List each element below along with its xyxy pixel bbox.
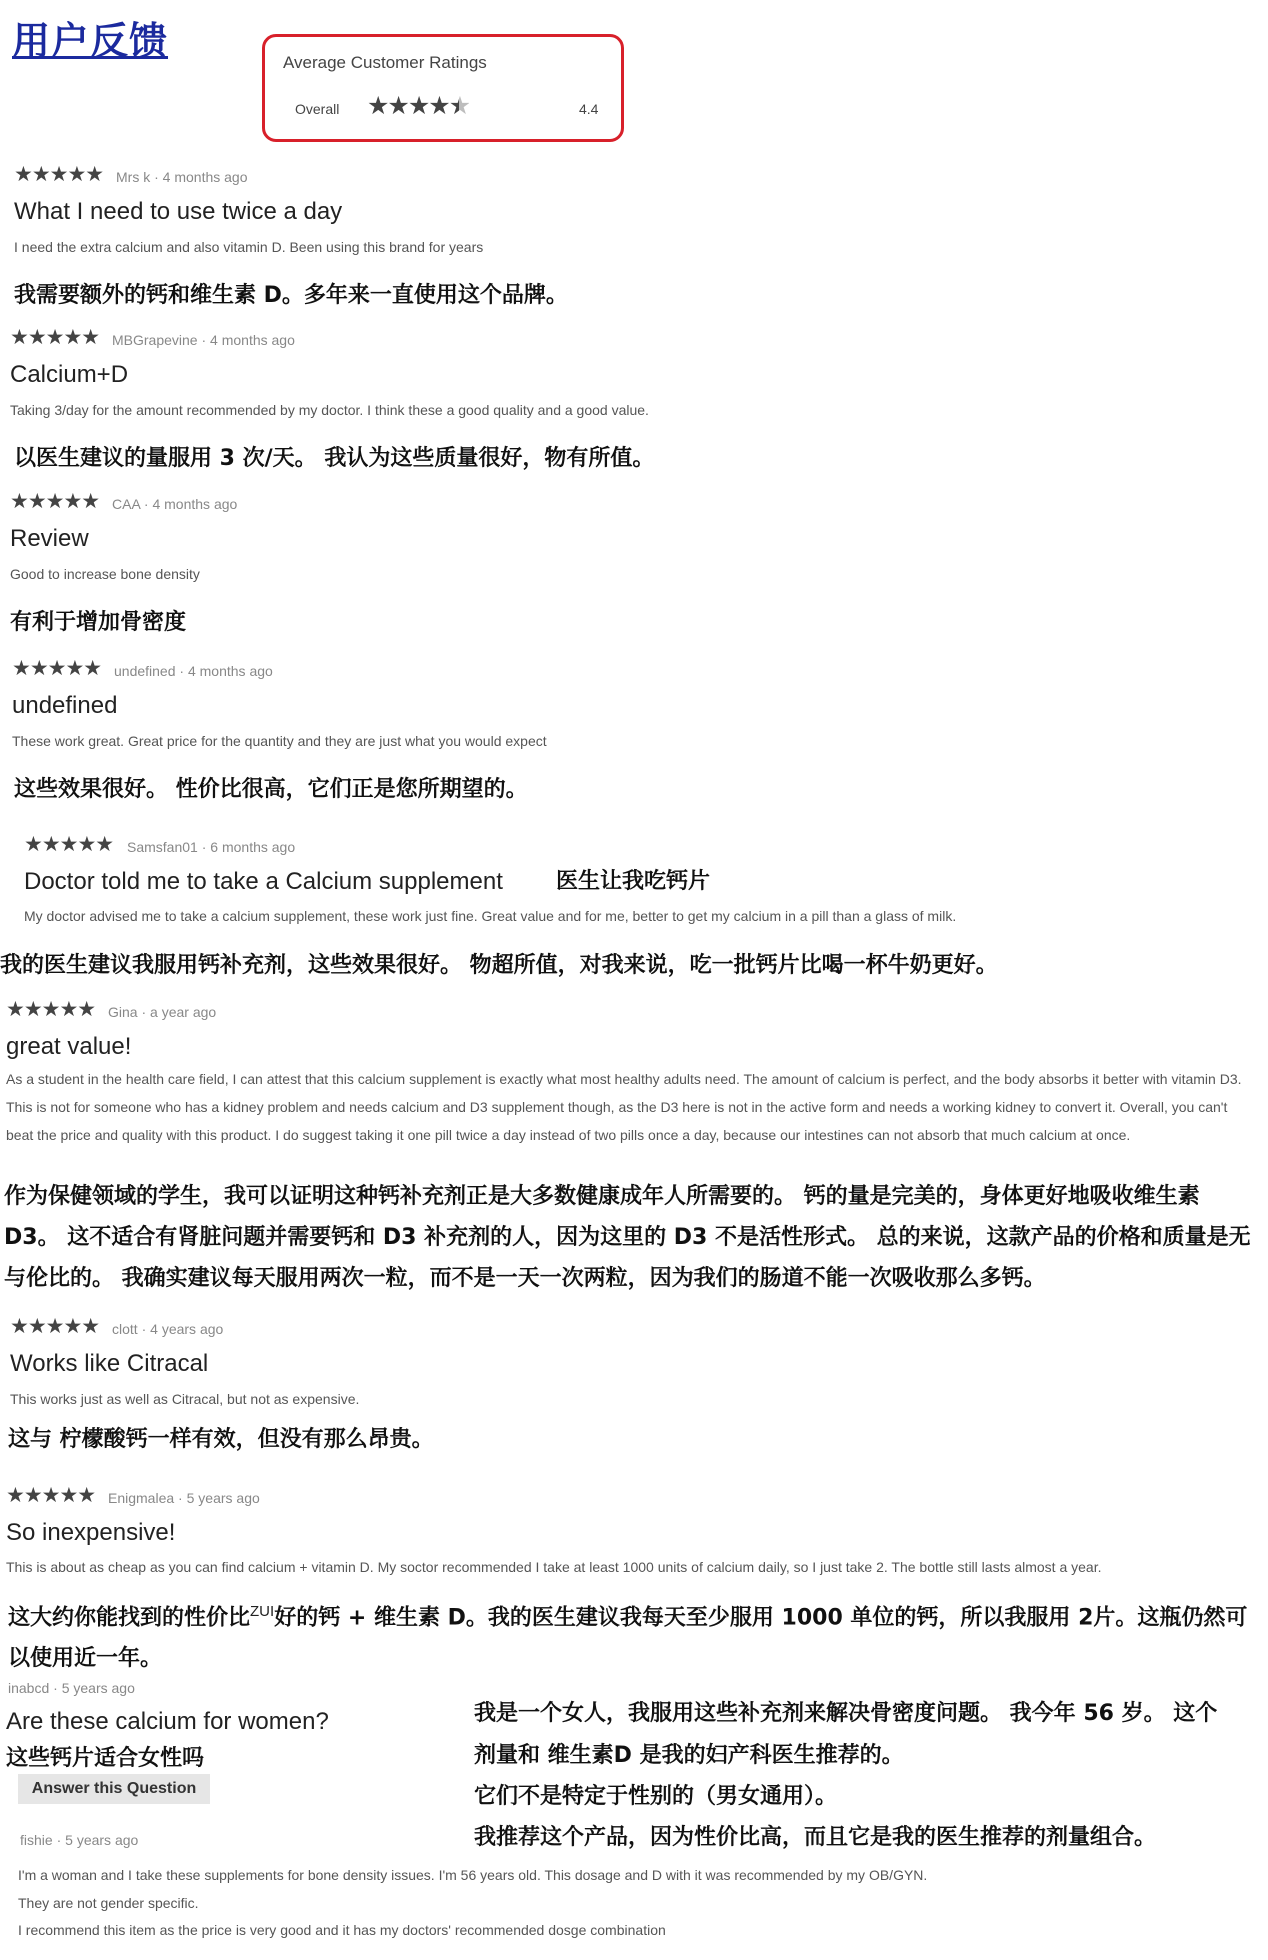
review-body: My doctor advised me to take a calcium supplement, these work just fine. Great value and for me, better to get my calcium in a pill than a glass of milk. xyxy=(24,908,957,924)
review-body: This works just as well as Citracal, but not as expensive. xyxy=(10,1391,360,1407)
review-translation: 这些效果很好。 性价比很高，它们正是您所期望的。 xyxy=(14,777,528,802)
star-icon: ★ xyxy=(387,92,408,120)
review-stars xyxy=(10,1316,99,1338)
review-title: undefined xyxy=(12,692,118,719)
review-author: Mrs k xyxy=(116,169,151,185)
review-translation: 作为保健领域的学生，我可以证明这种钙补充剂正是大多数健康成年人所需要的。 钙的量是完美的，身体更好地吸收维生素 D3。 这不适合有肾脏问题并需要钙和 D3 补充剂的人，因为这里的 D3 不是活性形式。 总的来说，这款产品的价格和质量是无与伦比的。 我确实建议每天服用两次一粒，而不是一天一次两粒，因为我们的肠道不能一次吸收那么多钙。 xyxy=(4,1184,1251,1291)
half-star-icon: ★ xyxy=(448,92,470,120)
review-body: Good to increase bone density xyxy=(10,566,200,582)
review-author: undefined xyxy=(114,663,176,679)
review-date: 4 months ago xyxy=(152,496,238,512)
answer-translation-line: 我是一个女人，我服用这些补充剂来解决骨密度问题。 我今年 56 岁。 这个 xyxy=(474,1701,1218,1726)
review-stars xyxy=(12,658,101,680)
review-author: MBGrapevine xyxy=(112,332,198,348)
question-date: 5 years ago xyxy=(61,1680,135,1696)
star-icon: ★ xyxy=(367,92,388,120)
review-date: 4 months ago xyxy=(162,169,248,185)
answer-line: They are not gender specific. xyxy=(18,1895,199,1911)
overall-label: Overall xyxy=(295,101,340,117)
review-body: Taking 3/day for the amount recommended by my doctor. I think these a good quality and a good value. xyxy=(10,402,649,418)
review-translation: 这大约你能找到的性价比$^{ZUI}$好的钙 + 维生素 D。我的医生建议我每天至少服用 1000 单位的钙，所以我服用 2片。这瓶仍然可以使用近一年。 xyxy=(8,1603,1248,1672)
answer-date: 5 years ago xyxy=(65,1832,139,1848)
star-icon: ★★★★★ xyxy=(14,163,104,186)
review-date: 5 years ago xyxy=(186,1490,260,1506)
review-translation: 我需要额外的钙和维生素 D。多年来一直使用这个品牌。 xyxy=(14,283,568,308)
review-date: a year ago xyxy=(150,1004,217,1020)
review-body: These work great. Great price for the quantity and they are just what you would expect xyxy=(12,733,547,749)
review-translation: 以医生建议的量服用 3 次/天。 我认为这些质量很好，物有所值。 xyxy=(14,446,655,471)
review-title: What I need to use twice a day xyxy=(14,198,343,225)
review-title: Doctor told me to take a Calcium supplement xyxy=(24,868,503,895)
answer-author: fishie xyxy=(20,1832,53,1848)
review-date: 4 months ago xyxy=(210,332,295,348)
review-stars xyxy=(24,834,113,856)
review-title: Review xyxy=(10,525,89,552)
review-title-translation: 医生让我吃钙片 xyxy=(556,869,711,894)
review-stars xyxy=(10,491,99,513)
answer-translation-line: 我推荐这个产品，因为性价比高，而且它是我的医生推荐的剂量组合。 xyxy=(474,1825,1157,1850)
star-icon: ★★★★★ xyxy=(24,833,114,856)
star-icon: ★★★★★ xyxy=(6,1484,96,1507)
review-body: This is about as cheap as you can find calcium + vitamin D. My soctor recommended I take at least 1000 units of calcium daily, so I just take 2. The bottle still lasts almost a year. xyxy=(6,1559,1102,1575)
review-stars xyxy=(6,1485,95,1507)
review-translation: 我的医生建议我服用钙补充剂，这些效果很好。 物超所值，对我来说，吃一批钙片比喝一杯牛奶更好。 xyxy=(0,953,998,978)
question-title-translation: 这些钙片适合女性吗 xyxy=(6,1746,205,1771)
review-body: As a student in the health care field, I can attest that this calcium supplement is exactly what most healthy adults need. The amount of calcium is perfect, and the body absorbs it better with vitamin D3. This is not for someone who has a kidney problem and needs calcium and D3 supplement though, as the D3 here is not in the active form and needs a working kidney to convert it. Overall, you can't beat the price and quality with this product. I do suggest taking it one pill twice a day instead of two pills once a day, because our intestines can not absorb that much calcium at once. xyxy=(6,1071,1242,1143)
ratings-heading: Average Customer Ratings xyxy=(283,53,487,72)
star-icon: ★★★★★ xyxy=(10,1315,100,1338)
overall-stars xyxy=(367,92,470,120)
overall-value: 4.4 xyxy=(579,101,599,117)
average-rating-box xyxy=(262,34,624,142)
review-stars xyxy=(14,164,103,186)
review-translation: 有利于增加骨密度 xyxy=(10,610,187,635)
question-author: inabcd xyxy=(8,1680,50,1696)
review-author: Enigmalea xyxy=(108,1490,175,1506)
review-translation: 这与 柠檬酸钙一样有效，但没有那么昂贵。 xyxy=(8,1427,434,1452)
review-body: I need the extra calcium and also vitamin D. Been using this brand for years xyxy=(14,239,484,255)
answer-question-button[interactable]: Answer this Question xyxy=(18,1774,210,1804)
review-title: Works like Citracal xyxy=(10,1350,209,1377)
review-stars xyxy=(6,999,95,1021)
star-icon: ★ xyxy=(428,92,449,120)
star-icon: ★★★★★ xyxy=(10,490,100,513)
review-author: clott xyxy=(112,1321,138,1337)
answer-translation-line: 它们不是特定于性别的（男女通用）。 xyxy=(474,1784,838,1809)
review-author: Samsfan01 xyxy=(127,839,198,855)
star-icon: ★ xyxy=(407,92,429,120)
review-title: So inexpensive! xyxy=(6,1519,176,1546)
answer-line: I'm a woman and I take these supplements for bone density issues. I'm 56 years old. This dosage and D with it was recommended by my OB/GYN. xyxy=(18,1867,928,1883)
review-stars xyxy=(10,327,99,349)
review-author: Gina xyxy=(108,1004,138,1020)
star-icon: ★★★★★ xyxy=(6,998,96,1021)
review-author: CAA xyxy=(112,496,141,512)
review-title: Calcium+D xyxy=(10,361,129,388)
review-date: 4 months ago xyxy=(187,663,273,679)
review-date: 6 months ago xyxy=(210,839,296,855)
answer-translation-line: 剂量和 维生素D 是我的妇产科医生推荐的。 xyxy=(474,1743,904,1768)
answer-line: I recommend this item as the price is very good and it has my doctors' recommended dosge combination xyxy=(18,1922,666,1938)
review-date: 4 years ago xyxy=(150,1321,224,1337)
pinyin-annotation: ZUI xyxy=(250,1603,275,1620)
review-title: great value! xyxy=(6,1033,132,1060)
page-title: 用户反馈 xyxy=(12,19,169,63)
star-icon: ★★★★★ xyxy=(10,326,100,349)
star-icon: ★★★★★ xyxy=(12,657,102,680)
question-title: Are these calcium for women? xyxy=(6,1708,329,1735)
